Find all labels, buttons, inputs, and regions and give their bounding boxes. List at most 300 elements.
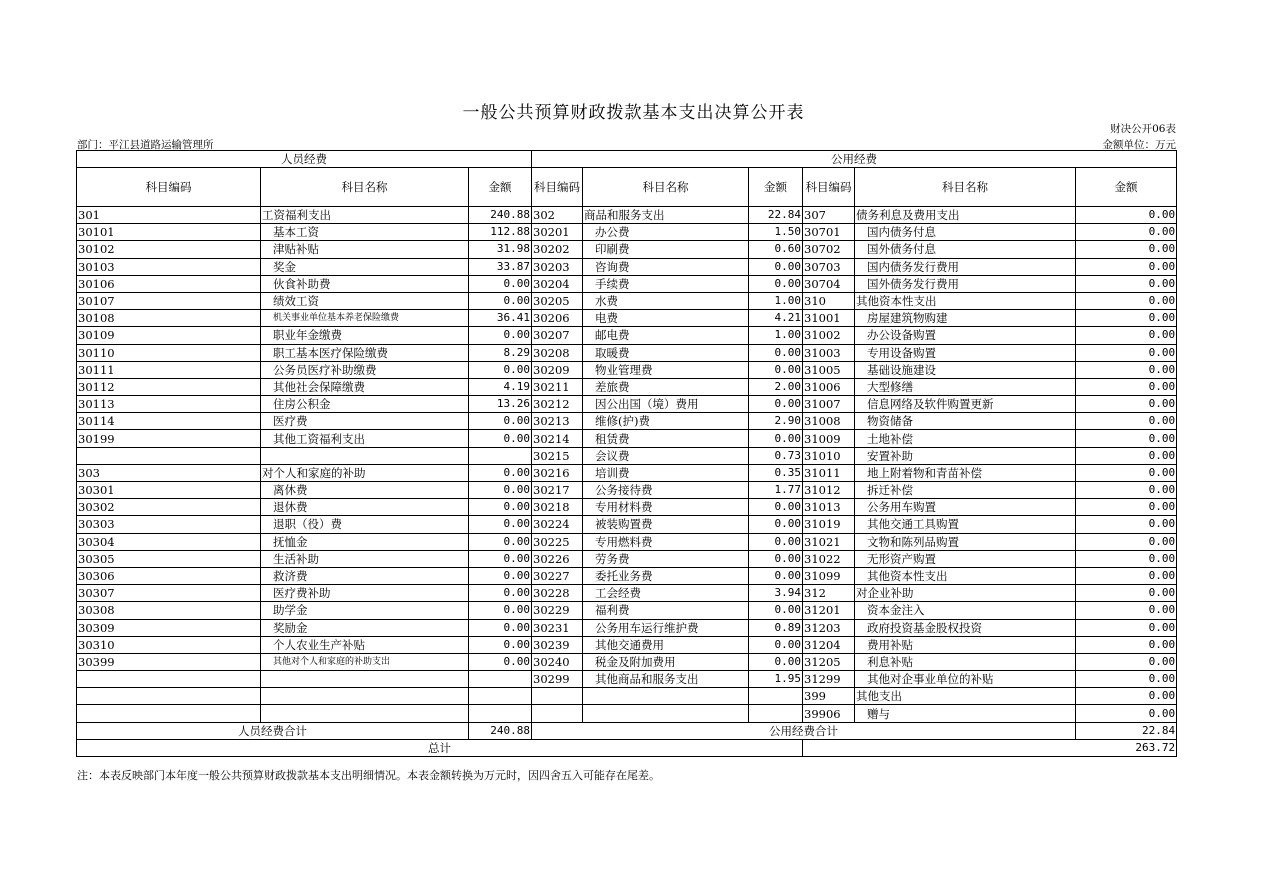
personnel-total: 240.88 [469, 722, 532, 739]
subject-code-cell: 30399 [77, 653, 261, 670]
subject-name-cell: 其他对企事业单位的补贴 [855, 671, 1076, 688]
subject-code-cell: 30228 [532, 585, 583, 602]
section-public: 公用经费 [532, 151, 1177, 168]
subject-name-cell: 物业管理费 [583, 361, 749, 378]
subject-code-cell: 31011 [803, 464, 855, 481]
amount-cell: 0.00 [469, 550, 532, 567]
subject-code-cell: 30114 [77, 413, 261, 430]
subject-name-cell: 债务利息及费用支出 [855, 207, 1076, 224]
subject-name-cell: 住房公积金 [261, 396, 469, 413]
subject-name-cell: 电费 [583, 310, 749, 327]
table-row [77, 378, 1177, 395]
table-row [77, 275, 1177, 292]
subject-name-cell [261, 688, 469, 705]
subject-name-cell: 劳务费 [583, 550, 749, 567]
subject-code-cell: 30203 [532, 258, 583, 275]
subject-name-cell: 公务用车购置 [855, 499, 1076, 516]
subject-code-cell: 302 [532, 207, 583, 224]
table-row [77, 413, 1177, 430]
subject-name-cell: 奖励金 [261, 619, 469, 636]
amount-cell: 0.00 [749, 396, 803, 413]
table-row [77, 602, 1177, 619]
amount-cell [469, 688, 532, 705]
subject-name-cell: 工资福利支出 [261, 207, 469, 224]
amount-cell: 0.00 [469, 361, 532, 378]
subject-name-cell: 工会经费 [583, 585, 749, 602]
amount-cell: 0.00 [469, 413, 532, 430]
subject-code-cell: 30306 [77, 567, 261, 584]
subject-name-cell: 利息补贴 [855, 653, 1076, 670]
amount-cell [469, 705, 532, 722]
amount-cell: 0.00 [469, 533, 532, 550]
subject-name-cell: 租赁费 [583, 430, 749, 447]
subject-name-cell: 国外债务付息 [855, 241, 1076, 258]
amount-cell: 4.21 [749, 310, 803, 327]
subject-code-cell: 30108 [77, 310, 261, 327]
subject-name-cell: 公务用车运行维护费 [583, 619, 749, 636]
subject-code-cell: 30106 [77, 275, 261, 292]
subject-code-cell: 30701 [803, 224, 855, 241]
subject-code-cell: 31009 [803, 430, 855, 447]
subject-code-cell: 39906 [803, 705, 855, 722]
table-row [77, 671, 1177, 688]
amount-cell: 1.77 [749, 482, 803, 499]
amount-cell: 0.00 [469, 482, 532, 499]
header-amount: 金额 [1076, 168, 1177, 207]
subject-code-cell: 31205 [803, 653, 855, 670]
subject-code-cell: 30239 [532, 636, 583, 653]
amount-cell: 0.00 [1076, 550, 1177, 567]
amount-cell: 0.00 [1076, 585, 1177, 602]
subject-code-cell: 31204 [803, 636, 855, 653]
subject-name-cell: 其他对个人和家庭的补助支出 [261, 653, 469, 670]
subject-code-cell [77, 688, 261, 705]
footnote: 注：本表反映部门本年度一般公共预算财政拨款基本支出明细情况。本表金额转换为万元时，因四舍五入可能存在尾差。 [77, 769, 660, 782]
subject-code-cell: 31022 [803, 550, 855, 567]
amount-cell: 0.00 [1076, 705, 1177, 722]
amount-cell [469, 447, 532, 464]
amount-cell: 0.00 [1076, 207, 1177, 224]
subject-name-cell: 被装购置费 [583, 516, 749, 533]
subject-name-cell: 绩效工资 [261, 292, 469, 309]
subject-name-cell: 手续费 [583, 275, 749, 292]
amount-cell: 0.00 [1076, 499, 1177, 516]
subject-name-cell [261, 705, 469, 722]
subject-name-cell: 房屋建筑物购建 [855, 310, 1076, 327]
table-row [77, 430, 1177, 447]
table-row [77, 550, 1177, 567]
amount-cell [749, 688, 803, 705]
grand-total: 263.72 [803, 739, 1177, 756]
amount-cell: 0.00 [749, 344, 803, 361]
table-row [77, 516, 1177, 533]
subject-name-cell: 商品和服务支出 [583, 207, 749, 224]
amount-cell: 0.35 [749, 464, 803, 481]
department-label: 部门：平江县道路运输管理所 [77, 139, 214, 151]
amount-cell: 1.50 [749, 224, 803, 241]
subject-code-cell: 30231 [532, 619, 583, 636]
subject-name-cell: 物资储备 [855, 413, 1076, 430]
subject-name-cell: 培训费 [583, 464, 749, 481]
subject-code-cell: 30303 [77, 516, 261, 533]
subject-code-cell: 31099 [803, 567, 855, 584]
table-row [77, 207, 1177, 224]
subject-code-cell: 30214 [532, 430, 583, 447]
amount-cell: 0.89 [749, 619, 803, 636]
section-personnel: 人员经费 [77, 151, 532, 168]
subject-code-cell: 30218 [532, 499, 583, 516]
subject-code-cell: 30217 [532, 482, 583, 499]
subject-code-cell: 31021 [803, 533, 855, 550]
table-row [77, 258, 1177, 275]
header-code: 科目编码 [803, 168, 855, 207]
amount-cell: 0.00 [469, 499, 532, 516]
subject-name-cell: 土地补偿 [855, 430, 1076, 447]
subject-name-cell: 因公出国（境）费用 [583, 396, 749, 413]
table-row [77, 482, 1177, 499]
subject-code-cell: 31010 [803, 447, 855, 464]
subject-code-cell: 31012 [803, 482, 855, 499]
subject-code-cell: 30205 [532, 292, 583, 309]
subject-name-cell: 其他商品和服务支出 [583, 671, 749, 688]
table-row [77, 241, 1177, 258]
subject-name-cell: 生活补助 [261, 550, 469, 567]
table-row [77, 344, 1177, 361]
table-row [77, 499, 1177, 516]
amount-cell: 0.00 [1076, 602, 1177, 619]
amount-cell: 0.00 [469, 602, 532, 619]
subject-code-cell: 31201 [803, 602, 855, 619]
subject-code-cell: 30204 [532, 275, 583, 292]
amount-cell: 0.00 [1076, 636, 1177, 653]
subject-code-cell: 31203 [803, 619, 855, 636]
subject-code-cell: 31299 [803, 671, 855, 688]
amount-cell: 0.60 [749, 241, 803, 258]
subject-name-cell: 无形资产购置 [855, 550, 1076, 567]
subject-code-cell: 31001 [803, 310, 855, 327]
subject-code-cell: 30703 [803, 258, 855, 275]
amount-cell: 0.73 [749, 447, 803, 464]
subject-name-cell: 赠与 [855, 705, 1076, 722]
subject-name-cell: 基本工资 [261, 224, 469, 241]
amount-cell: 0.00 [749, 430, 803, 447]
subject-code-cell: 30304 [77, 533, 261, 550]
subject-name-cell: 专用材料费 [583, 499, 749, 516]
amount-cell: 2.00 [749, 378, 803, 395]
table-row [77, 653, 1177, 670]
subject-name-cell: 办公费 [583, 224, 749, 241]
subject-name-cell: 奖金 [261, 258, 469, 275]
subject-name-cell: 对个人和家庭的补助 [261, 464, 469, 481]
amount-cell: 0.00 [749, 636, 803, 653]
amount-cell: 31.98 [469, 241, 532, 258]
amount-cell: 0.00 [749, 550, 803, 567]
subject-name-cell: 信息网络及软件购置更新 [855, 396, 1076, 413]
table-row [77, 327, 1177, 344]
header-code: 科目编码 [532, 168, 583, 207]
header-name: 科目名称 [855, 168, 1076, 207]
amount-cell: 0.00 [749, 567, 803, 584]
subject-name-cell: 机关事业单位基本养老保险缴费 [261, 310, 469, 327]
subject-name-cell [583, 705, 749, 722]
subject-code-cell: 30101 [77, 224, 261, 241]
subject-code-cell [532, 688, 583, 705]
amount-cell: 33.87 [469, 258, 532, 275]
subject-code-cell: 30225 [532, 533, 583, 550]
subject-name-cell: 资本金注入 [855, 602, 1076, 619]
header-name: 科目名称 [583, 168, 749, 207]
column-header-row [77, 168, 1177, 207]
subject-code-cell [77, 671, 261, 688]
subject-code-cell: 30213 [532, 413, 583, 430]
subject-name-cell: 水费 [583, 292, 749, 309]
subject-code-cell: 30216 [532, 464, 583, 481]
subject-code-cell: 30199 [77, 430, 261, 447]
amount-cell: 36.41 [469, 310, 532, 327]
amount-cell: 0.00 [749, 499, 803, 516]
subject-name-cell: 安置补助 [855, 447, 1076, 464]
amount-cell: 0.00 [469, 619, 532, 636]
subject-code-cell: 30207 [532, 327, 583, 344]
subject-name-cell: 费用补贴 [855, 636, 1076, 653]
subject-name-cell: 地上附着物和青苗补偿 [855, 464, 1076, 481]
amount-cell: 0.00 [469, 275, 532, 292]
amount-cell: 0.00 [469, 430, 532, 447]
amount-cell: 0.00 [1076, 292, 1177, 309]
subject-code-cell: 399 [803, 688, 855, 705]
subject-name-cell: 文物和陈列品购置 [855, 533, 1076, 550]
subject-code-cell: 30112 [77, 378, 261, 395]
subject-name-cell: 其他资本性支出 [855, 292, 1076, 309]
subject-code-cell: 31008 [803, 413, 855, 430]
amount-cell: 0.00 [1076, 378, 1177, 395]
subject-code-cell [77, 705, 261, 722]
subject-code-cell: 30702 [803, 241, 855, 258]
subject-name-cell: 离休费 [261, 482, 469, 499]
subject-name-cell: 职工基本医疗保险缴费 [261, 344, 469, 361]
amount-cell: 0.00 [1076, 619, 1177, 636]
amount-cell: 0.00 [749, 361, 803, 378]
subject-code-cell: 312 [803, 585, 855, 602]
amount-cell: 1.00 [749, 327, 803, 344]
subject-name-cell: 其他工资福利支出 [261, 430, 469, 447]
table-row [77, 361, 1177, 378]
subject-code-cell: 30201 [532, 224, 583, 241]
subject-name-cell: 退休费 [261, 499, 469, 516]
amount-cell: 0.00 [1076, 671, 1177, 688]
subject-code-cell: 30308 [77, 602, 261, 619]
subject-name-cell: 退职（役）费 [261, 516, 469, 533]
amount-cell: 0.00 [469, 653, 532, 670]
subject-code-cell: 30102 [77, 241, 261, 258]
subject-code-cell: 30109 [77, 327, 261, 344]
subject-name-cell: 个人农业生产补贴 [261, 636, 469, 653]
amount-cell [749, 705, 803, 722]
subject-name-cell: 拆迁补偿 [855, 482, 1076, 499]
subject-name-cell [261, 671, 469, 688]
subject-name-cell: 救济费 [261, 567, 469, 584]
subject-code-cell [77, 447, 261, 464]
table-row [77, 464, 1177, 481]
subject-name-cell: 取暖费 [583, 344, 749, 361]
expenditure-table [76, 150, 1177, 757]
amount-cell: 0.00 [1076, 533, 1177, 550]
subject-code-cell: 303 [77, 464, 261, 481]
subject-code-cell: 30103 [77, 258, 261, 275]
subject-name-cell: 其他社会保障缴费 [261, 378, 469, 395]
subject-code-cell: 31005 [803, 361, 855, 378]
amount-cell: 4.19 [469, 378, 532, 395]
subject-code-cell: 301 [77, 207, 261, 224]
amount-cell: 0.00 [1076, 327, 1177, 344]
subject-name-cell: 委托业务费 [583, 567, 749, 584]
subject-name-cell: 办公设备购置 [855, 327, 1076, 344]
amount-cell: 0.00 [1076, 688, 1177, 705]
subject-name-cell: 医疗费 [261, 413, 469, 430]
subject-name-cell: 国外债务发行费用 [855, 275, 1076, 292]
subject-code-cell: 30240 [532, 653, 583, 670]
subject-code-cell: 30302 [77, 499, 261, 516]
table-row [77, 396, 1177, 413]
amount-cell: 0.00 [1076, 344, 1177, 361]
subject-code-cell: 30111 [77, 361, 261, 378]
subject-name-cell: 职业年金缴费 [261, 327, 469, 344]
amount-cell: 240.88 [469, 207, 532, 224]
public-total: 22.84 [1076, 722, 1177, 739]
subject-code-cell: 31002 [803, 327, 855, 344]
subject-name-cell: 对企业补助 [855, 585, 1076, 602]
subject-name-cell: 其他资本性支出 [855, 567, 1076, 584]
subtotal-row [77, 722, 1177, 739]
amount-cell: 1.00 [749, 292, 803, 309]
amount-cell: 0.00 [749, 602, 803, 619]
subject-name-cell: 维修(护)费 [583, 413, 749, 430]
subject-name-cell: 差旅费 [583, 378, 749, 395]
amount-cell: 3.94 [749, 585, 803, 602]
subject-code-cell: 30307 [77, 585, 261, 602]
amount-cell: 0.00 [1076, 482, 1177, 499]
amount-cell: 2.90 [749, 413, 803, 430]
header-code: 科目编码 [77, 168, 261, 207]
subject-name-cell: 专用燃料费 [583, 533, 749, 550]
subject-name-cell: 津贴补贴 [261, 241, 469, 258]
subject-code-cell: 30211 [532, 378, 583, 395]
subject-name-cell: 印刷费 [583, 241, 749, 258]
amount-cell: 0.00 [1076, 413, 1177, 430]
subject-name-cell: 公务员医疗补助缴费 [261, 361, 469, 378]
amount-cell: 0.00 [749, 258, 803, 275]
amount-cell: 0.00 [1076, 430, 1177, 447]
amount-cell [469, 671, 532, 688]
amount-cell: 0.00 [469, 585, 532, 602]
header-amount: 金额 [469, 168, 532, 207]
subject-code-cell: 30202 [532, 241, 583, 258]
page-title: 一般公共预算财政拨款基本支出决算公开表 [462, 103, 805, 123]
amount-cell: 13.26 [469, 396, 532, 413]
subject-name-cell: 国内债务付息 [855, 224, 1076, 241]
subject-name-cell: 助学金 [261, 602, 469, 619]
amount-cell: 0.00 [1076, 310, 1177, 327]
subject-name-cell: 政府投资基金股权投资 [855, 619, 1076, 636]
unit-label: 金额单位：万元 [1102, 139, 1176, 151]
table-row [77, 705, 1177, 722]
amount-cell: 0.00 [1076, 258, 1177, 275]
table-row [77, 688, 1177, 705]
amount-cell: 0.00 [1076, 396, 1177, 413]
subject-code-cell: 30224 [532, 516, 583, 533]
amount-cell: 0.00 [469, 464, 532, 481]
amount-cell: 0.00 [469, 292, 532, 309]
subject-code-cell: 30309 [77, 619, 261, 636]
subject-code-cell: 30212 [532, 396, 583, 413]
amount-cell: 0.00 [1076, 275, 1177, 292]
subject-code-cell: 30209 [532, 361, 583, 378]
subject-code-cell: 307 [803, 207, 855, 224]
subject-name-cell: 其他交通费用 [583, 636, 749, 653]
amount-cell: 1.95 [749, 671, 803, 688]
subject-name-cell: 专用设备购置 [855, 344, 1076, 361]
subject-name-cell: 抚恤金 [261, 533, 469, 550]
header-amount: 金额 [749, 168, 803, 207]
subject-name-cell: 邮电费 [583, 327, 749, 344]
subject-code-cell: 30301 [77, 482, 261, 499]
subject-code-cell: 31003 [803, 344, 855, 361]
subject-code-cell: 30227 [532, 567, 583, 584]
table-row [77, 619, 1177, 636]
amount-cell: 0.00 [1076, 653, 1177, 670]
subject-code-cell: 30208 [532, 344, 583, 361]
subject-name-cell [583, 688, 749, 705]
table-row [77, 292, 1177, 309]
public-total-label: 公用经费合计 [532, 722, 1076, 739]
subject-code-cell: 30113 [77, 396, 261, 413]
subject-name-cell: 公务接待费 [583, 482, 749, 499]
personnel-total-label: 人员经费合计 [77, 722, 469, 739]
subject-code-cell: 30107 [77, 292, 261, 309]
subject-code-cell: 310 [803, 292, 855, 309]
amount-cell: 0.00 [469, 516, 532, 533]
amount-cell: 0.00 [749, 516, 803, 533]
subject-name-cell: 福利费 [583, 602, 749, 619]
amount-cell: 0.00 [749, 533, 803, 550]
amount-cell: 22.84 [749, 207, 803, 224]
amount-cell: 0.00 [469, 327, 532, 344]
amount-cell: 0.00 [469, 567, 532, 584]
subject-name-cell: 会议费 [583, 447, 749, 464]
table-row [77, 224, 1177, 241]
subject-code-cell: 30310 [77, 636, 261, 653]
subject-code-cell [532, 705, 583, 722]
subject-name-cell: 基础设施建设 [855, 361, 1076, 378]
subject-code-cell: 30215 [532, 447, 583, 464]
subject-code-cell: 31006 [803, 378, 855, 395]
subject-name-cell: 咨询费 [583, 258, 749, 275]
grand-total-label: 总计 [77, 739, 803, 756]
subject-name-cell [261, 447, 469, 464]
amount-cell: 112.88 [469, 224, 532, 241]
subject-name-cell: 大型修缮 [855, 378, 1076, 395]
subject-code-cell: 30299 [532, 671, 583, 688]
amount-cell: 0.00 [1076, 241, 1177, 258]
amount-cell: 8.29 [469, 344, 532, 361]
subject-code-cell: 31007 [803, 396, 855, 413]
subject-name-cell: 国内债务发行费用 [855, 258, 1076, 275]
subject-code-cell: 30704 [803, 275, 855, 292]
table-row [77, 636, 1177, 653]
section-header-row [77, 151, 1177, 168]
table-row [77, 567, 1177, 584]
amount-cell: 0.00 [749, 653, 803, 670]
